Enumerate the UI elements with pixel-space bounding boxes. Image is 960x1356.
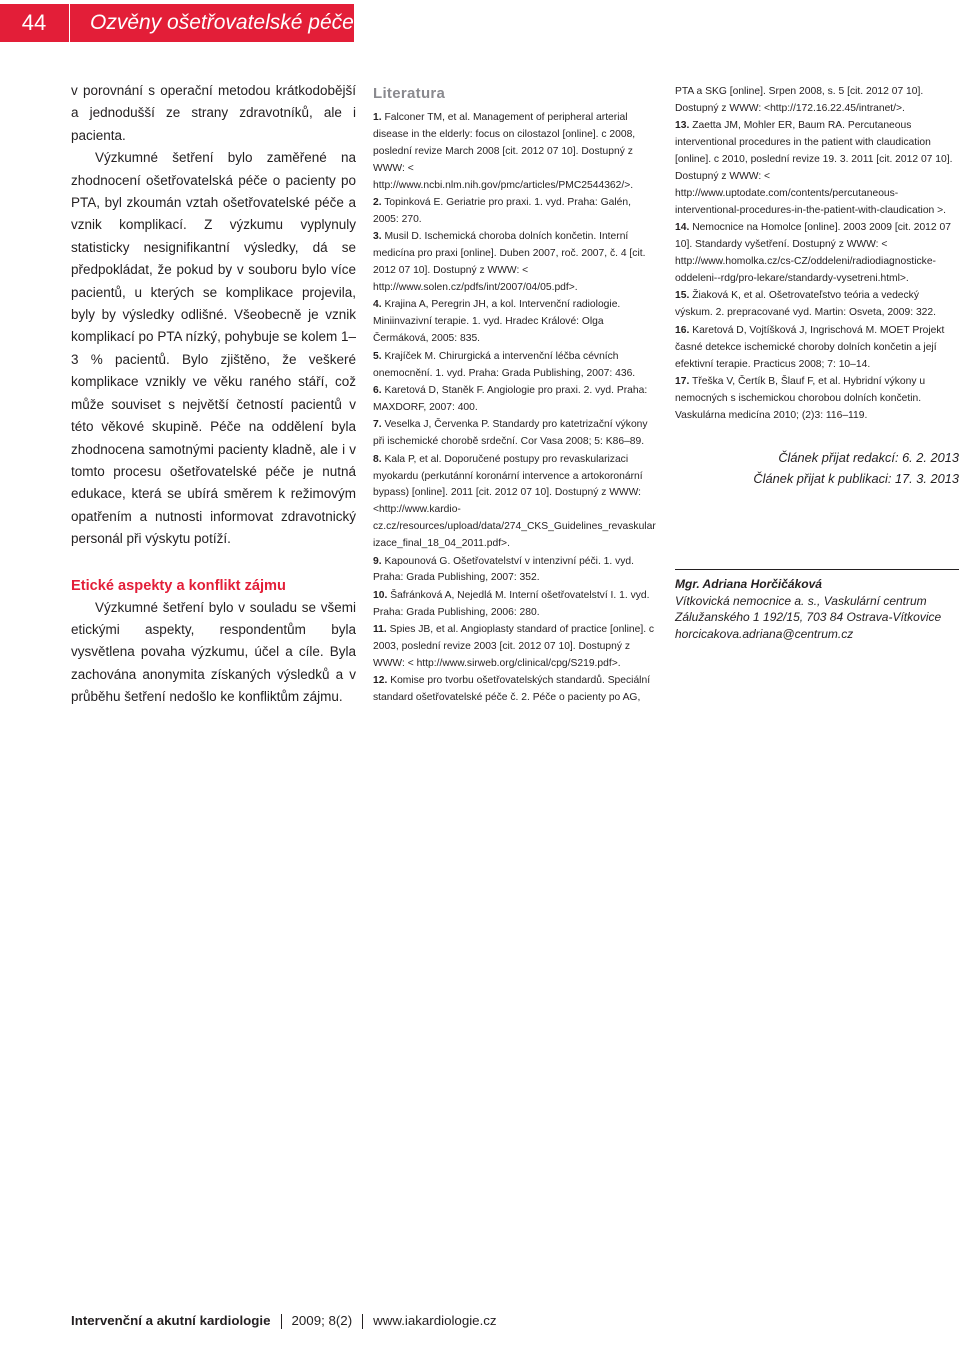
- author-affiliation: Vítkovická nemocnice a. s., Vaskulární centrum: [675, 593, 927, 608]
- reference-text: Žiaková K, et al. Ošetrovateľstvo teória a vedecký výskum. 2. prepracované vyd. Martin: Osveta, 2009: 322.: [675, 290, 936, 319]
- page-header: [0, 4, 354, 42]
- reference-number: 4.: [373, 299, 382, 311]
- reference-text: Krajina A, Peregrin JH, a kol. Intervenční radiologie. Miniinvazivní terapie. 1. vyd. Hradec Králové: Olga Čermáková, 2005: 835.: [373, 299, 621, 345]
- reference-number: 14.: [675, 222, 690, 234]
- reference-text: Komise pro tvorbu ošetřovatelských standardů. Speciální standard ošetřovatelské péče č. 2. Péče o pacienty po AG,: [373, 675, 651, 704]
- footer-separator: [281, 1314, 282, 1329]
- reference-number: 7.: [373, 419, 382, 431]
- reference-text: Zaetta JM, Mohler ER, Baum RA. Percutaneous interventional procedures in the patient with claudication [online]. c 2010, poslední revize 19. 3. 2011 [cit. 2012 07 10]. Dostupný z WWW: < http://www.uptodate.com/contents/percutaneous-interventional-procedures-in-the-patient-with-claudication >.: [675, 120, 953, 216]
- author-name: Mgr. Adriana Horčičáková: [675, 577, 822, 591]
- reference-text: Spies JB, et al. Angioplasty standard of practice [online]. c 2003, poslední revize 2003 [cit. 2012 07 10]. Dostupný z WWW: < http://www.sirweb.org/clinical/cpg/S219.pdf>.: [373, 624, 655, 669]
- reference-item: [373, 110, 657, 195]
- reference-item: [675, 118, 959, 219]
- reference-text: Kapounová G. Ošetřovatelství v intenzivní péči. 1. vyd. Praha: Grada Publishing, 2007: 352.: [373, 555, 635, 584]
- reference-text: Karetová D, Staněk F. Angiologie pro praxi. 2. vyd. Praha: MAXDORF, 2007: 400.: [373, 385, 648, 413]
- reference-item: [373, 297, 657, 348]
- reference-item: [373, 383, 657, 417]
- author-email: horcicakova.adriana@centrum.cz: [675, 626, 854, 641]
- header-divider: [69, 4, 70, 42]
- reference-item: [373, 349, 657, 383]
- reference-number: 9.: [373, 555, 382, 567]
- reference-number: 1.: [373, 112, 382, 123]
- reference-item: [373, 229, 657, 297]
- page-number: 44: [21, 10, 47, 35]
- references-column-middle: [373, 84, 657, 708]
- page-footer: [71, 1312, 671, 1330]
- reference-item: [373, 417, 657, 451]
- section-title: Ozvěny ošetřovatelské péče: [90, 11, 354, 34]
- reference-item: [675, 323, 959, 374]
- body-paragraph: Výzkumné šetření bylo zaměřené na zhodnocení ošetřovatelská péče o pacienty po PTA, byl zkoumán vztah ošetřovatelské péče a vznik komplikací. Z výzkumu vyplynuly statisticky nesignifikantní výsledky, dá se předpokládat, že pokud by v souboru bylo více pacientů, u kterých se komplikace projevila, byly by výsledky odlišné. Všeobecně je vznik komplikací po PTA nízký, pohybuje se kolem 1–3 % pacientů. Bylo zjištěno, že veškeré komplikace vznikly ve věku raného stáří, což může souviset s největší četností pacientů v této věkové skupině. Péče na oddělení byla zhodnocena samotnými pacienty kladně, ale i v tomto procesu ošetřovatelské péče je nutná edukace, která se ubírá směrem k režimovým opatřením a nutnosti informovat zdravotnický personál při výskytu potíží.: [71, 150, 356, 547]
- body-paragraph: v porovnání s operační metodou krátkodobější a jednodušší ze strany zdravotníků, ale i pacienta.: [71, 83, 356, 143]
- reference-item: [373, 588, 657, 622]
- references-column-right: [675, 84, 959, 489]
- reference-text: PTA a SKG [online]. Srpen 2008, s. 5 [cit. 2012 07 10]. Dostupný z WWW: <http://172.16.22.45/intranet/>.: [675, 86, 924, 114]
- reference-text: Musil D. Ischemická choroba dolních končetin. Interní medicína pro praxi [online]. Duben 2007, roč. 2007, č. 4 [cit. 2012 07 10]. Dostupný z WWW: < http://www.solen.cz/pdfs/int/2007/04/05.pdf>.: [373, 231, 646, 294]
- reference-item: [373, 554, 657, 588]
- journal-name: Intervenční a akutní kardiologie: [71, 1313, 271, 1328]
- reference-text: Karetová D, Vojtíšková J, Ingrischová M. MOET Projekt časné detekce ischemické choroby dolních končetin a její efektivní terapie. Practicus 2008; 7: 10–14.: [675, 324, 945, 370]
- reference-item: [675, 288, 959, 322]
- reference-number: 5.: [373, 350, 382, 362]
- reference-text: Šafránková A, Nejedlá M. Interní ošetřovatelství I. 1. vyd. Praha: Grada Publishing, 2006: 280.: [373, 589, 650, 618]
- reference-text: Falconer TM, et al. Management of peripheral arterial disease in the elderly: focus on cilostazol [online]. c 2008, poslední revize March 2008 [cit. 2012 07 10]. Dostupný z WWW: < http://www.ncbi.nlm.nih.gov/pmc/articles/PMC2544362/>.: [373, 112, 636, 191]
- literature-heading: Literatura: [373, 85, 446, 102]
- accepted-date: Článek přijat k publikaci: 17. 3. 2013: [753, 470, 959, 486]
- reference-text: Třeška V, Čertík B, Šlauf F, et al. Hybridní výkony u nemocných s ischemickou chorobou dolních končetin. Vaskulárna medicína 2010; (2)3: 116–119.: [675, 375, 926, 421]
- reference-text: Nemocnice na Homolce [online]. 2003 2009 [cit. 2012 07 10]. Standardy vyšetření. Dostupný z WWW: < http://www.homolka.cz/cs-CZ/oddeleni/radiodiagnosticke-oddeleni--rdg/pro-lekare/standardy-vysetreni.html>.: [675, 222, 951, 284]
- author-block: [675, 576, 959, 642]
- reference-number: 15.: [675, 290, 690, 302]
- reference-number: 3.: [373, 231, 382, 243]
- reference-item: [373, 673, 657, 707]
- ethics-paragraph: Výzkumné šetření bylo v souladu se všemi etickými aspekty, respondentům byla vysvětlena povaha výzkumu, účel a cíle. Byla zachována anonymita získaných výsledků a v průběhu šetření nedošlo ke konfliktům zájmu.: [71, 599, 356, 705]
- reference-item: [675, 374, 959, 425]
- reference-number: 16.: [675, 324, 690, 336]
- received-date: Článek přijat redakcí: 6. 2. 2013: [778, 449, 959, 465]
- reference-text: Krajíček M. Chirurgická a intervenční léčba cévních onemocnění. 1. vyd. Praha: Grada Publishing, 2007: 436.: [373, 350, 636, 379]
- reference-number: 12.: [373, 675, 388, 687]
- submission-dates: [675, 447, 959, 489]
- article-column-left: [71, 80, 356, 709]
- reference-number: 11.: [373, 624, 387, 636]
- reference-item: [373, 195, 657, 229]
- author-divider: [675, 569, 959, 570]
- reference-item: [373, 622, 657, 673]
- reference-number: 10.: [373, 589, 388, 601]
- reference-item: [675, 220, 959, 288]
- reference-number: 6.: [373, 385, 382, 396]
- reference-text: Topinková E. Geriatrie pro praxi. 1. vyd. Praha: Galén, 2005: 270.: [373, 197, 631, 225]
- reference-item: [373, 452, 657, 553]
- reference-text: Kala P, et al. Doporučené postupy pro revaskularizaci myokardu (perkutánní koronární intervence a artokoronární bypass) [online]. 2011 [cit. 2012 07 10]. Dostupný z WWW: <http://www.kardio-cz.cz/resources/upload/data/274_CKS_Guidelines_revaskularizace_final_18_04_2011.pdf>.: [373, 453, 656, 550]
- reference-text: Veselka J, Červenka P. Standardy pro katetrizační výkony při ischemické chorobě srdeční. Cor Vasa 2008; 5: K86–89.: [373, 419, 648, 448]
- journal-issue: 2009; 8(2): [291, 1313, 353, 1328]
- footer-separator: [362, 1314, 363, 1329]
- reference-number: 8.: [373, 453, 382, 465]
- reference-item-continued: [675, 84, 959, 118]
- reference-number: 17.: [675, 375, 690, 387]
- ethics-heading: Etické aspekty a konflikt zájmu: [71, 577, 286, 594]
- reference-number: 2.: [373, 197, 382, 209]
- reference-number: 13.: [675, 120, 690, 132]
- author-address: Zálužanského 1 192/15, 703 84 Ostrava-Vítkovice: [675, 610, 942, 624]
- journal-website: www.iakardiologie.cz: [373, 1313, 497, 1328]
